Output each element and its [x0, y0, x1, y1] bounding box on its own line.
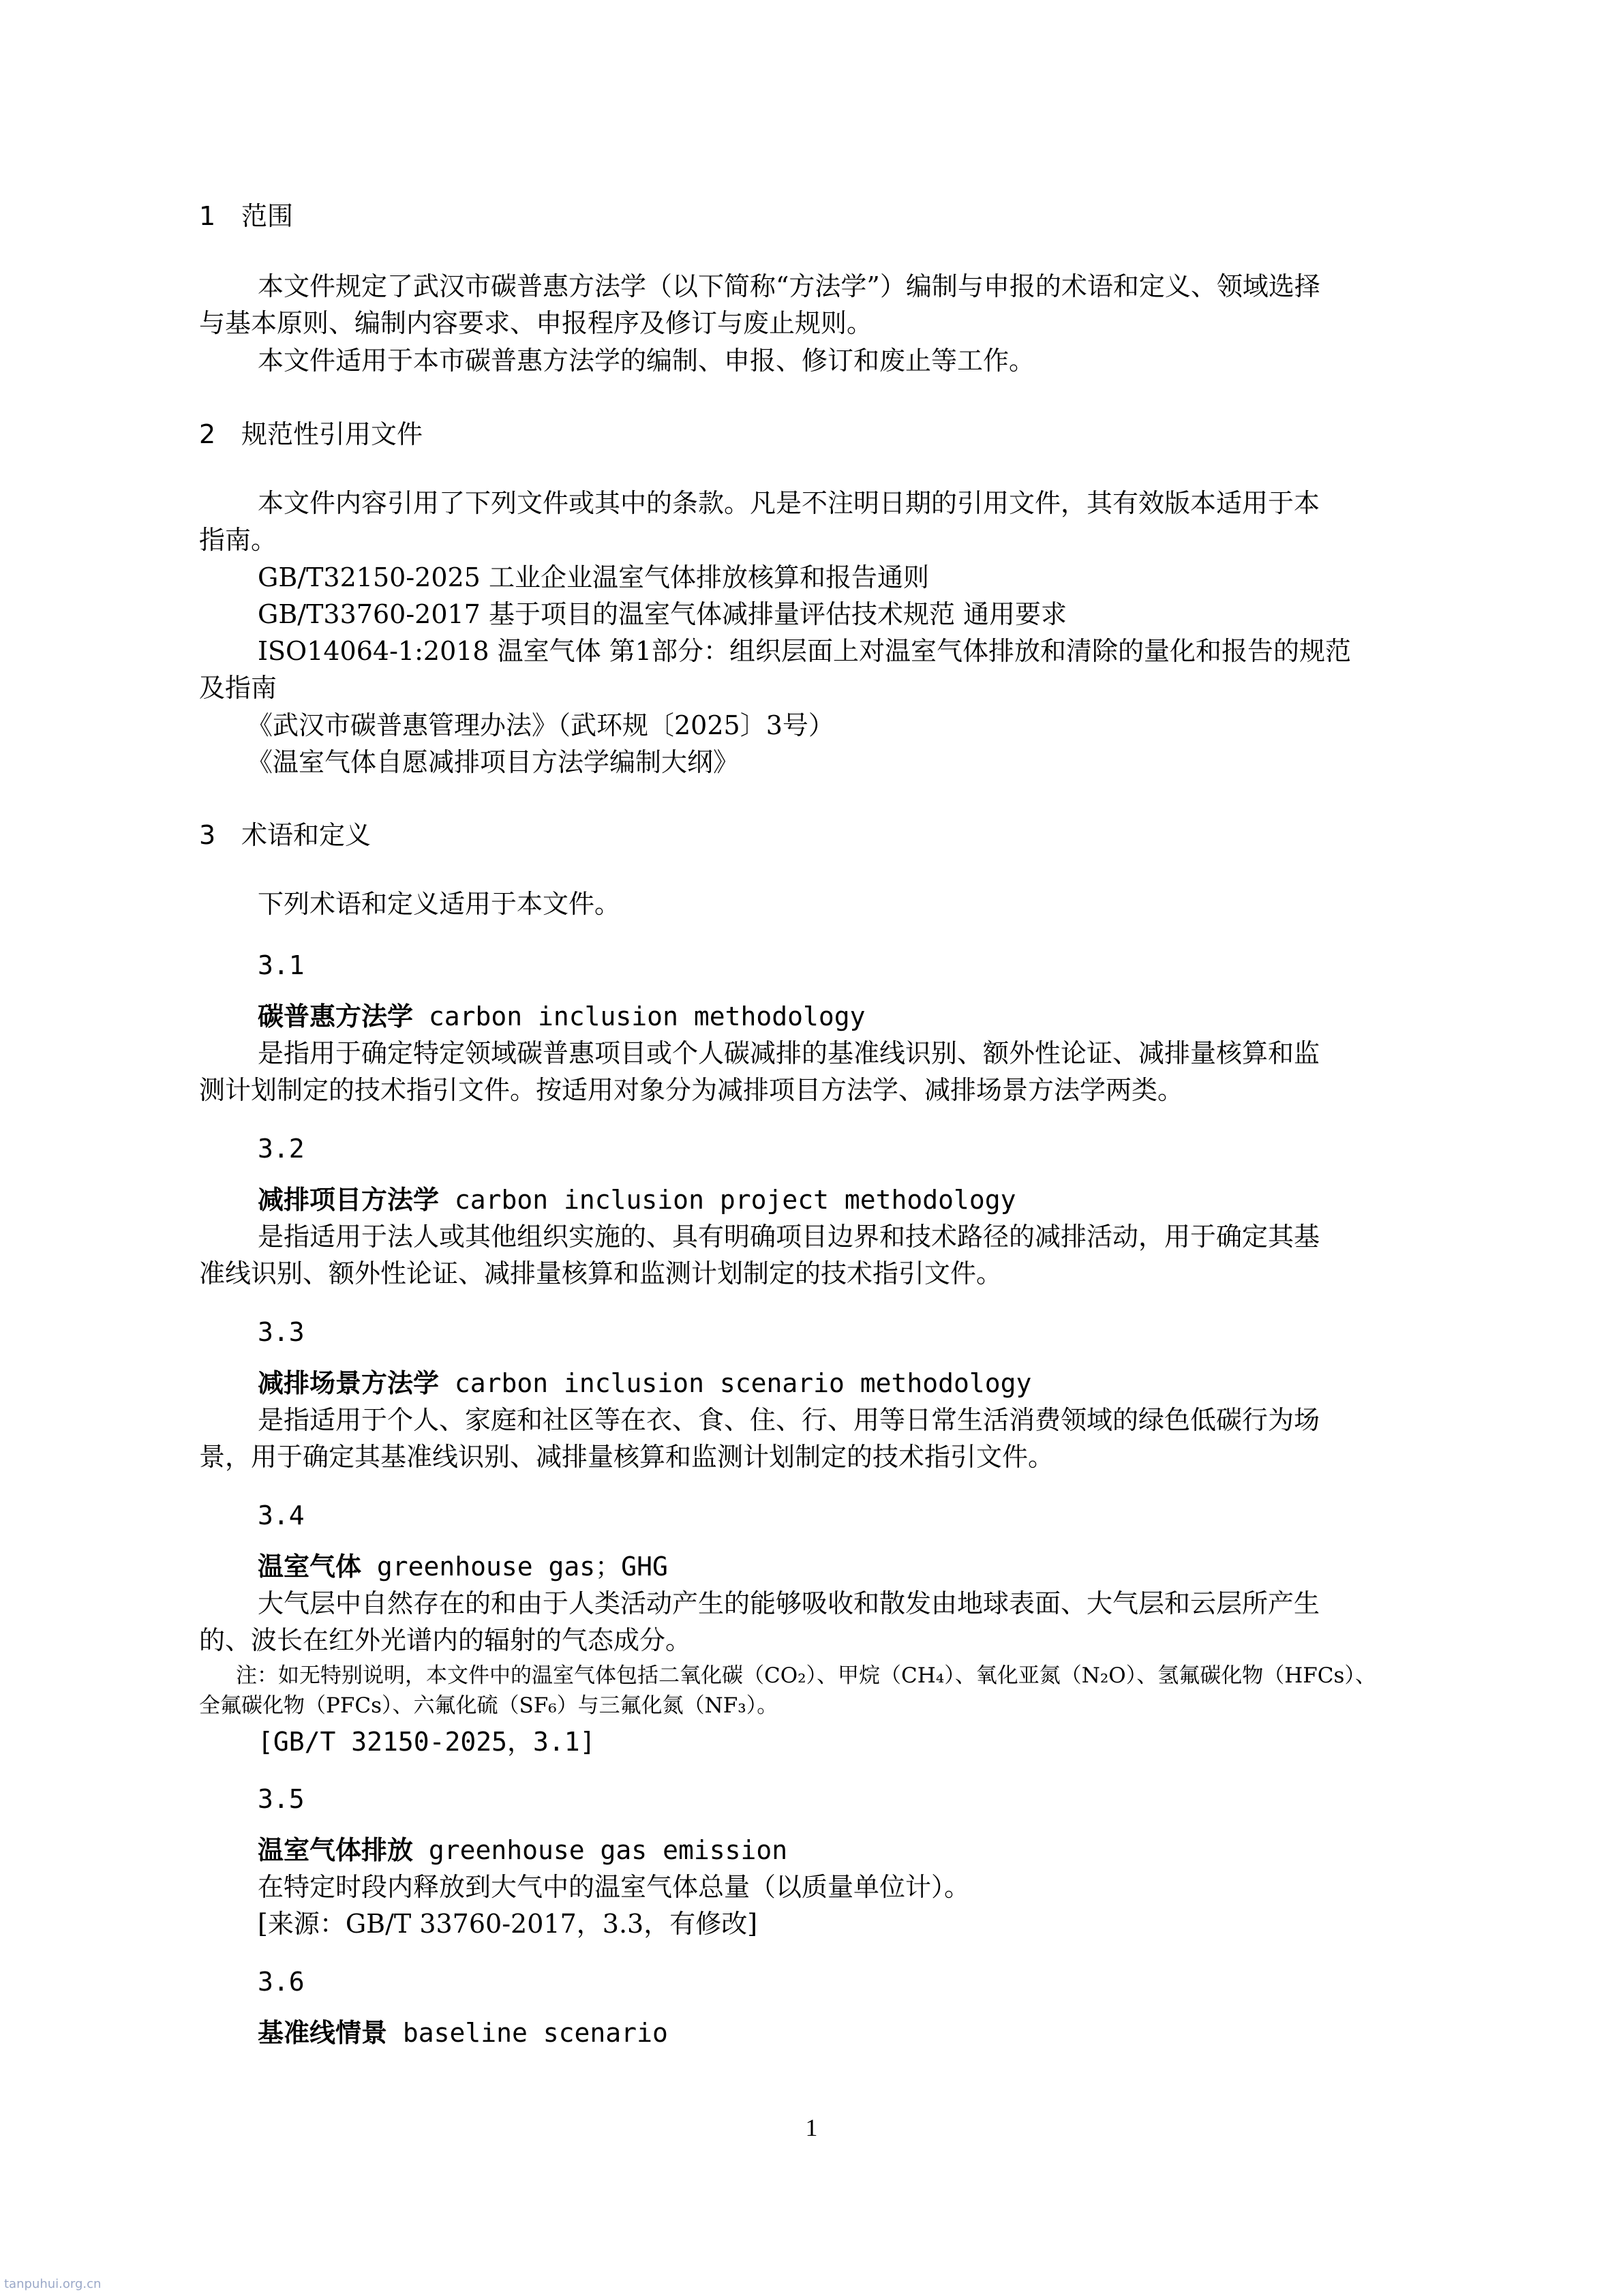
section-title: 范围: [241, 201, 294, 231]
note-line: 注：如无特别说明，本文件中的温室气体包括二氧化碳（CO₂）、甲烷（CH₄）、氧化亚氮（N₂O）、氢氟碳化物（HFCs）、: [236, 1663, 1376, 1688]
term-en: greenhouse gas emission: [413, 1835, 788, 1865]
section-number: 1: [199, 201, 216, 231]
term-zh: 温室气体排放: [258, 1835, 414, 1865]
definition-line: 的、波长在红外光谱内的辐射的气态成分。: [199, 1625, 692, 1655]
page-number: 1: [805, 2114, 818, 2141]
source-citation: [来源：GB/T 33760-2017，3.3，有修改]: [258, 1909, 758, 1939]
section-title: 规范性引用文件: [241, 419, 423, 449]
term-entry: [258, 2016, 668, 2050]
definition-line: 在特定时段内释放到大气中的温室气体总量（以质量单位计）。: [258, 1872, 971, 1902]
term-en: baseline scenario: [387, 2018, 668, 2048]
term-number: 3.1: [258, 950, 305, 980]
term-en: carbon inclusion project methodology: [439, 1185, 1016, 1215]
paragraph-line: 指南。: [199, 525, 277, 555]
term-entry: [258, 1183, 1016, 1217]
reference-item: GB/T32150-2025 工业企业温室气体排放核算和报告通则: [258, 562, 929, 592]
definition-line: 是指适用于法人或其他组织实施的、具有明确项目边界和技术路径的减排活动，用于确定其基: [258, 1222, 1320, 1252]
term-zh: 温室气体: [258, 1552, 362, 1582]
section-number: 2: [199, 419, 216, 449]
definition-line: 景，用于确定其基准线识别、减排量核算和监测计划制定的技术指引文件。: [199, 1442, 1055, 1472]
term-entry: [258, 1366, 1031, 1400]
definition-line: 测计划制定的技术指引文件。按适用对象分为减排项目方法学、减排场景方法学两类。: [199, 1075, 1184, 1105]
reference-item: 《温室气体自愿减排项目方法学编制大纲》: [247, 747, 740, 777]
section-title: 术语和定义: [241, 820, 371, 850]
section-1-heading: [199, 199, 293, 233]
definition-line: 是指适用于个人、家庭和社区等在衣、食、住、行、用等日常生活消费领域的绿色低碳行为场: [258, 1405, 1320, 1435]
reference-item: GB/T33760-2017 基于项目的温室气体减排量评估技术规范 通用要求: [258, 599, 1067, 629]
definition-line: 准线识别、额外性论证、减排量核算和监测计划制定的技术指引文件。: [199, 1258, 1003, 1288]
reference-item-continued: 及指南: [199, 673, 277, 703]
term-entry: [258, 999, 865, 1033]
source-citation: [GB/T 32150-2025，3.1]: [258, 1727, 596, 1757]
term-entry: [258, 1550, 668, 1584]
reference-item: 《武汉市碳普惠管理办法》（武环规〔2025〕3号）: [247, 710, 834, 740]
term-number: 3.5: [258, 1784, 305, 1814]
paragraph-line: 本文件适用于本市碳普惠方法学的编制、申报、修订和废止等工作。: [258, 346, 1035, 376]
definition-line: 是指用于确定特定领域碳普惠项目或个人碳减排的基准线识别、额外性论证、减排量核算和监: [258, 1038, 1320, 1068]
term-en: carbon inclusion methodology: [413, 1001, 866, 1031]
paragraph-line: 本文件内容引用了下列文件或其中的条款。凡是不注明日期的引用文件，其有效版本适用于本: [258, 488, 1320, 518]
definition-line: 大气层中自然存在的和由于人类活动产生的能够吸收和散发由地球表面、大气层和云层所产生: [258, 1588, 1320, 1618]
section-number: 3: [199, 820, 216, 850]
term-en: carbon inclusion scenario methodology: [439, 1368, 1032, 1398]
section-2-heading: [199, 417, 423, 451]
term-number: 3.4: [258, 1500, 305, 1530]
term-zh: 基准线情景: [258, 2018, 388, 2048]
paragraph-line: 本文件规定了武汉市碳普惠方法学（以下简称“方法学”）编制与申报的术语和定义、领域选择: [258, 271, 1320, 301]
term-en: greenhouse gas；GHG: [361, 1552, 668, 1582]
reference-item: ISO14064-1:2018 温室气体 第1部分：组织层面上对温室气体排放和清除的量化和报告的规范: [258, 636, 1351, 666]
watermark: tanpuhui.org.cn: [4, 2277, 102, 2291]
term-entry: [258, 1833, 787, 1867]
paragraph-line: 与基本原则、编制内容要求、申报程序及修订与废止规则。: [199, 308, 873, 338]
term-number: 3.2: [258, 1134, 305, 1164]
note-line: 全氟碳化物（PFCs）、六氟化硫（SF₆）与三氟化氮（NF₃）。: [199, 1693, 778, 1718]
term-number: 3.3: [258, 1317, 305, 1347]
paragraph-line: 下列术语和定义适用于本文件。: [258, 889, 621, 919]
term-zh: 减排场景方法学: [258, 1368, 440, 1398]
term-number: 3.6: [258, 1967, 305, 1997]
term-zh: 碳普惠方法学: [258, 1001, 414, 1031]
term-zh: 减排项目方法学: [258, 1185, 440, 1215]
section-3-heading: [199, 818, 371, 852]
